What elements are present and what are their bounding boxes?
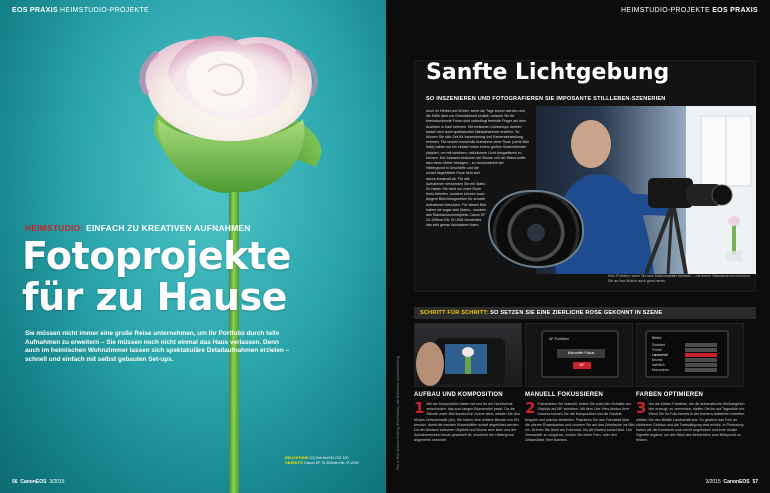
lcd-focus-code: MF — [573, 362, 591, 369]
step-3-text — [636, 399, 746, 444]
left-footer-date: 3/2015 — [49, 479, 65, 485]
left-title-line-2: für zu Hause — [22, 275, 287, 319]
photo-caption: Kein Problem, wenn Sie kein Makroobjektiv besitzen – mit einem Standardzoom kommen Sie an Ihre Motive auch ganz heran. — [608, 274, 751, 283]
step-2-body: Fokussieren Sie manuell, indem Sie auch den Schalter am Objektiv auf MF schieben. Mit dem Live View-Modus Ihrer Kamera können Sie die Komposition und die Schärfe bequem und präzise einstellen. Platzieren Sie das Fokusfeld über die oberen Rosenkanten und zoomen Sie auf das Zehnfache ins Bild ein. Drehen Sie leicht am Fokusrad, bis die Kanten scharf sind. Um Verwackler zu umgehen, nutzen Sie einen Fern- oder den Zeitauslöser Ihrer Kamera. — [525, 402, 635, 443]
step-2-image — [525, 323, 633, 387]
step-1-body: Bei der Komposition haben wir uns für ein Hochformat entschieden, das zum langen Blumenstiel passt. Da die Blende unser Bild kunstvoll in Szene setzt, wählen Sie den Modus Zeitautomatik (Av). Wir haben eine mittlere Blende von f/11 benutzt, damit die meisten Rosenblätter scharf abgebildet werden. Da der Abstand zwischen Objektiv und Blume sehr klein und der Aufnahmewinkel etwas gewinkelt ist, erscheint der Hintergrund angenehm unscharf. — [414, 402, 520, 443]
right-page-number: 57 — [752, 479, 758, 485]
left-page-header — [12, 7, 149, 14]
left-intro-paragraph: Sie müssen nicht immer eine große Reise unternehmen, um Ihr Portfolio durch tolle Aufnahmen zu erweitern – Sie müssen noch nicht einmal das Haus verlassen. Denn auch im heimischen Wohnzimmer lassen sich spektakuläre Detailaufnahmen erzielen – schnell und einfach mit selbst gebauten Set-ups. — [25, 330, 290, 363]
step-by-step-banner — [414, 307, 756, 319]
lcd-style-heading: Bildst. — [652, 336, 662, 340]
caption-value-exposure: 0,5 Sek bei f/11 ISO 100 — [309, 456, 349, 460]
left-title-line-1: Fotoprojekte — [22, 234, 291, 278]
lcd-screen-picture-style — [645, 330, 729, 378]
step-3-image — [636, 323, 744, 387]
lcd-style-row: Neutral — [652, 357, 722, 362]
feature-body-narrow: Hintergrund in Unschärfe und die scharf abgebildete Rose hebt sich davon kunstvoll ab. Für alle Aufnahmen verwenden Sie ein Stativ: So haben Sie nicht nur mehr Ruhe beim Arbeiten, sondern können auch längere Belichtungszeiten für scharfe Aufnahmen benutzen. Für dieses Bild haben wir sogar kein Makro-, sondern das Standardzoomobjektiv Canon EF 24-105mm f/4L IS USM verwendet, das sich genau fokussieren kann. — [426, 166, 487, 228]
right-page — [386, 0, 770, 493]
left-kicker-text: EINFACH ZU KREATIVEN AUFNAHMEN — [85, 223, 251, 233]
caption-label-lens: OBJEKTIV — [285, 461, 303, 465]
lcd-style-row: Landschaft — [652, 352, 722, 357]
lens-closeup-photo — [488, 190, 584, 268]
photo-credit: Text & Text: Andrew Kohlring (Pixel Media), Alle Bildrechte: Andrew Kohlring — [396, 356, 400, 470]
exposure-caption — [285, 456, 359, 466]
lcd-style-row: Natürlich — [652, 362, 722, 367]
lcd-focus-option: Manueller Fokus — [557, 349, 605, 358]
left-page-number: 56 — [12, 479, 18, 485]
feature-body-wide: Auch im Herbst und Winter, wenn die Tage kürzer werden und die Kälte aber zur Gemütlichkeit einlädt, müssen Sie für beeindruckende Fotos nicht unbedingt freiende Finger auf dem Auslöser in Kauf nehmen. Mit einfachen Lichtsetups daheim lassen sich auch spektakuläre Nahaufnahmen erzielen. So können Sie sich Zeit für Inszenierung und Kameraeinstellung nehmen. Für unsere kunstvolle Aufnahme einer Rose (siehe Bild links) haben wir ein einfach indes einem großen Küchenfenster platziert, um mit weichem, natürlichem Licht fotografieren zu können. Der Abstand zwischen der Blume und der Wand sollte also einen Meter betragen – so verschwimmt der — [426, 109, 529, 166]
caption-label-exposure: BELICHTUNG — [285, 456, 309, 460]
feature-title: Sanfte Lichtgebung — [426, 60, 670, 85]
step-1-text — [414, 399, 524, 444]
right-footer-magazine: CanonEOS — [723, 479, 750, 485]
step-1-number: 1 — [414, 399, 425, 417]
step-3-title: FARBEN OPTIMIEREN — [636, 392, 704, 398]
left-footer-magazine: CanonEOS — [20, 479, 47, 485]
step-1-title: AUFBAU UND KOMPOSITION — [414, 392, 503, 398]
caption-value-lens: Canon EF 70-300mm f/4L IS USM — [303, 461, 359, 465]
lcd-style-row: Porträt — [652, 347, 722, 352]
feature-subtitle: SO INSZENIEREN UND FOTOGRAFIEREN SIE IMPOSANTE STILLLEBEN-SZENERIEN — [426, 96, 666, 102]
right-header-section: EOS PRAXIS — [712, 7, 758, 14]
camera-back-illustration — [415, 324, 522, 387]
step-3-body: Um die kühlen Farbtöne, die die automatische Weißabgleich hier erzeugt, zu vermeiden, stellen Sie ihn auf Tageslicht ein. Wenn Sie Ihr Foto bereits in der Kamera aufwerten möchten, wählen Sie den Bildstil Landschaft aus. So gewinnt das Foto an stärkerem Grünton und die Farbsättigung wird erhöht. In Photoshop haben wir die Kontraste noch leicht angehoben und eine dunkle Vignette ergänzt, um den Blick des Betrachters zum Blickpunkt zu lenken. — [636, 402, 746, 443]
right-page-header — [621, 7, 758, 14]
left-header-section: EOS PRAXIS — [12, 7, 58, 14]
left-main-title — [22, 236, 382, 318]
step-2-text — [525, 399, 635, 444]
lcd-style-row: Monochrom — [652, 367, 722, 372]
right-footer-date: 3/2015 — [705, 479, 721, 485]
step-1-image — [414, 323, 522, 387]
lcd-focus-heading: AF-Funktion — [549, 337, 569, 341]
step-banner-text: SO SETZEN SIE EINE ZIERLICHE ROSE GEKONNT IN SZENE — [490, 310, 663, 316]
lcd-screen-focus — [541, 330, 619, 378]
step-2-number: 2 — [525, 399, 536, 417]
lcd-style-list — [652, 342, 722, 372]
left-header-topic: HEIMSTUDIO-PROJEKTE — [60, 7, 149, 14]
lcd-style-row: Standard — [652, 342, 722, 347]
rose-bloom-image — [128, 24, 328, 204]
step-banner-label: SCHRITT FÜR SCHRITT: — [420, 310, 489, 316]
left-kicker — [25, 223, 251, 233]
step-3-number: 3 — [636, 399, 647, 417]
right-header-topic: HEIMSTUDIO-PROJEKTE — [621, 7, 710, 14]
step-2-title: MANUELL FOKUSSIEREN — [525, 392, 604, 398]
left-page-footer — [12, 479, 65, 485]
left-kicker-accent: HEIMSTUDIO: — [25, 223, 84, 233]
right-page-footer — [705, 479, 758, 485]
